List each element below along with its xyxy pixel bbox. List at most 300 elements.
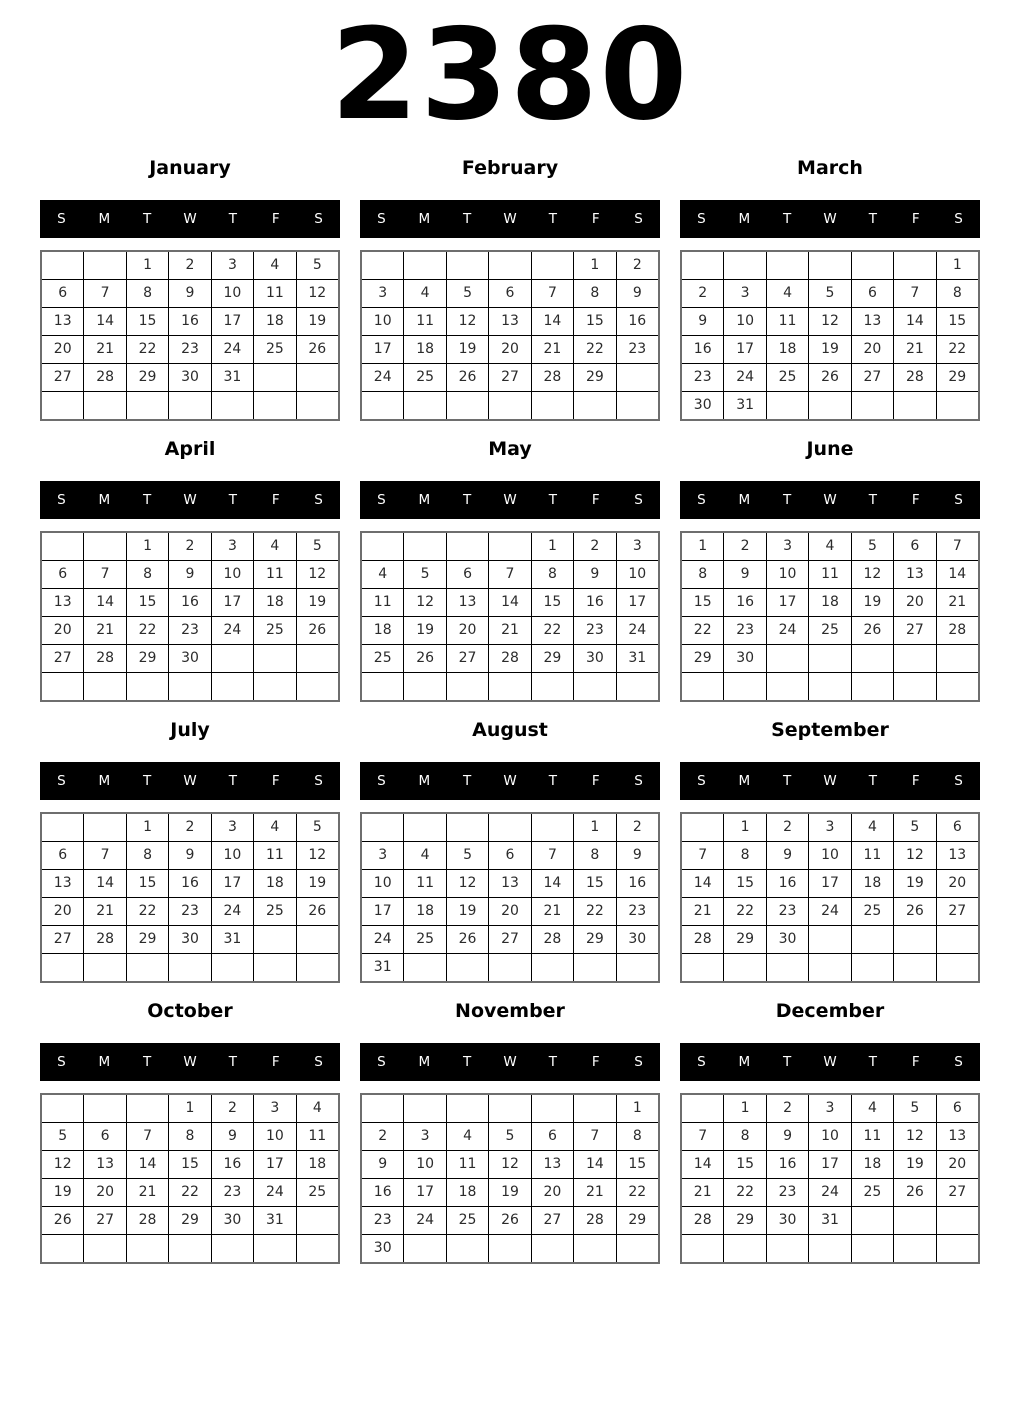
day-cell: 28: [84, 645, 125, 672]
day-cell-empty: [809, 926, 850, 953]
day-cell: 9: [724, 561, 765, 588]
day-cell: 11: [404, 870, 445, 897]
day-cell: 9: [574, 561, 615, 588]
weekday-label: S: [634, 491, 643, 508]
day-cell: 14: [532, 870, 573, 897]
weekday-label: S: [634, 772, 643, 789]
day-cell-empty: [297, 645, 338, 672]
day-cell: 22: [724, 1179, 765, 1206]
day-cell: 14: [937, 561, 978, 588]
day-cell: 6: [852, 280, 893, 307]
day-cell-empty: [362, 814, 403, 841]
day-cell: 17: [724, 336, 765, 363]
day-cell-empty: [362, 1095, 403, 1122]
year-title: 2380: [330, 1, 690, 148]
weekday-label: T: [868, 210, 877, 227]
day-cell-empty: [127, 954, 168, 981]
day-cell-empty: [127, 392, 168, 419]
day-cell: 19: [447, 898, 488, 925]
weekday-label: T: [143, 1053, 152, 1070]
day-cell: 5: [297, 533, 338, 560]
day-cell-empty: [682, 1235, 723, 1262]
day-cell: 4: [809, 533, 850, 560]
day-cell: 1: [937, 252, 978, 279]
day-cell-empty: [254, 673, 295, 700]
weekday-label: W: [503, 772, 517, 789]
day-cell-empty: [682, 673, 723, 700]
day-cell: 15: [127, 589, 168, 616]
day-cell-empty: [574, 954, 615, 981]
day-cell: 22: [617, 1179, 658, 1206]
day-cell: 6: [894, 533, 935, 560]
day-cell-empty: [574, 392, 615, 419]
day-cell: 29: [617, 1207, 658, 1234]
day-cell: 19: [297, 589, 338, 616]
day-cell: 25: [809, 617, 850, 644]
day-cell-empty: [937, 926, 978, 953]
day-cell: 26: [404, 645, 445, 672]
day-cell: 27: [447, 645, 488, 672]
day-cell-empty: [532, 954, 573, 981]
day-cell: 25: [767, 364, 808, 391]
day-cell: 8: [724, 1123, 765, 1150]
day-cell: 26: [297, 898, 338, 925]
day-cell: 13: [447, 589, 488, 616]
day-cell: 4: [404, 280, 445, 307]
day-cell-empty: [169, 1235, 210, 1262]
weekday-label: T: [783, 772, 792, 789]
day-cell-empty: [894, 392, 935, 419]
day-cell: 8: [574, 280, 615, 307]
weekday-label: W: [823, 491, 837, 508]
day-cell-empty: [617, 1235, 658, 1262]
month-name: February: [461, 156, 559, 179]
day-cell: 25: [447, 1207, 488, 1234]
day-cell-empty: [617, 954, 658, 981]
day-cell-empty: [894, 673, 935, 700]
month-may: [360, 438, 660, 702]
day-cell: 24: [362, 364, 403, 391]
day-cell: 28: [127, 1207, 168, 1234]
weekday-label: T: [548, 210, 557, 227]
day-cell-empty: [489, 673, 530, 700]
month-name: January: [149, 156, 231, 179]
day-cell: 18: [852, 1151, 893, 1178]
day-cell: 16: [574, 589, 615, 616]
day-cell-empty: [297, 1235, 338, 1262]
day-cell: 22: [574, 336, 615, 363]
day-cell-empty: [42, 673, 83, 700]
day-cell: 23: [169, 336, 210, 363]
month-name: May: [488, 437, 532, 460]
day-cell-empty: [809, 645, 850, 672]
day-cell: 20: [489, 336, 530, 363]
day-cell: 29: [127, 645, 168, 672]
day-cell: 13: [937, 1123, 978, 1150]
day-grid: [360, 250, 660, 421]
weekday-header-row: [40, 200, 340, 238]
day-cell: 20: [42, 336, 83, 363]
day-grid: [680, 812, 980, 983]
day-cell-empty: [254, 926, 295, 953]
day-cell: 24: [617, 617, 658, 644]
day-cell: 12: [489, 1151, 530, 1178]
day-cell: 16: [169, 308, 210, 335]
day-cell: 2: [617, 252, 658, 279]
day-cell: 16: [212, 1151, 253, 1178]
day-cell: 31: [617, 645, 658, 672]
day-cell: 27: [42, 364, 83, 391]
day-cell: 3: [362, 280, 403, 307]
day-cell: 1: [127, 252, 168, 279]
day-cell: 10: [809, 1123, 850, 1150]
day-cell: 17: [767, 589, 808, 616]
day-cell: 12: [447, 870, 488, 897]
day-cell: 13: [489, 308, 530, 335]
day-cell: 6: [489, 842, 530, 869]
day-cell: 29: [169, 1207, 210, 1234]
day-cell: 15: [574, 870, 615, 897]
weekday-label: S: [634, 1053, 643, 1070]
day-cell: 1: [724, 1095, 765, 1122]
day-cell: 12: [809, 308, 850, 335]
day-cell-empty: [84, 392, 125, 419]
day-cell: 17: [212, 308, 253, 335]
weekday-label: M: [738, 1053, 751, 1070]
day-cell: 3: [362, 842, 403, 869]
day-cell-empty: [894, 954, 935, 981]
day-cell-empty: [574, 673, 615, 700]
day-cell: 6: [42, 842, 83, 869]
day-cell: 2: [574, 533, 615, 560]
month-april: [40, 438, 340, 702]
day-cell: 6: [84, 1123, 125, 1150]
day-cell-empty: [297, 673, 338, 700]
day-cell: 30: [724, 645, 765, 672]
day-cell-empty: [254, 392, 295, 419]
day-cell: 11: [447, 1151, 488, 1178]
weekday-label: S: [314, 772, 323, 789]
weekday-label: F: [591, 491, 600, 508]
weekday-label: T: [228, 491, 237, 508]
day-cell: 19: [297, 308, 338, 335]
day-cell: 2: [682, 280, 723, 307]
day-cell: 20: [852, 336, 893, 363]
day-cell: 26: [297, 617, 338, 644]
weekday-label: S: [57, 1053, 66, 1070]
day-cell: 30: [574, 645, 615, 672]
weekday-label: S: [697, 491, 706, 508]
day-cell: 3: [617, 533, 658, 560]
day-cell: 13: [894, 561, 935, 588]
day-cell: 4: [852, 1095, 893, 1122]
day-cell-empty: [84, 1235, 125, 1262]
day-grid: [40, 250, 340, 421]
day-cell: 15: [682, 589, 723, 616]
day-grid: [360, 812, 660, 983]
day-cell-empty: [42, 533, 83, 560]
day-cell: 14: [574, 1151, 615, 1178]
weekday-label: M: [98, 772, 111, 789]
day-cell: 17: [404, 1179, 445, 1206]
day-cell: 13: [852, 308, 893, 335]
day-cell: 17: [809, 870, 850, 897]
day-cell: 15: [574, 308, 615, 335]
day-cell-empty: [489, 814, 530, 841]
day-cell: 15: [127, 308, 168, 335]
day-cell: 6: [447, 561, 488, 588]
day-cell: 25: [254, 336, 295, 363]
day-cell: 3: [767, 533, 808, 560]
weekday-header-row: [360, 200, 660, 238]
day-cell-empty: [724, 673, 765, 700]
day-cell: 16: [169, 870, 210, 897]
day-cell: 17: [212, 589, 253, 616]
weekday-label: T: [783, 491, 792, 508]
day-cell: 28: [682, 926, 723, 953]
weekday-label: F: [591, 210, 600, 227]
day-cell-empty: [169, 392, 210, 419]
day-cell: 16: [617, 308, 658, 335]
day-cell: 9: [767, 1123, 808, 1150]
day-cell-empty: [404, 1095, 445, 1122]
day-cell: 18: [809, 589, 850, 616]
day-cell: 15: [532, 589, 573, 616]
day-cell-empty: [362, 533, 403, 560]
day-cell: 29: [682, 645, 723, 672]
day-cell: 28: [489, 645, 530, 672]
day-cell: 3: [254, 1095, 295, 1122]
day-cell-empty: [682, 954, 723, 981]
day-cell-empty: [254, 645, 295, 672]
day-cell: 5: [297, 814, 338, 841]
day-cell: 31: [212, 364, 253, 391]
weekday-header-row: [680, 762, 980, 800]
day-cell-empty: [169, 673, 210, 700]
day-cell: 11: [767, 308, 808, 335]
day-cell-empty: [212, 954, 253, 981]
day-cell: 23: [767, 1179, 808, 1206]
day-cell: 25: [852, 898, 893, 925]
day-cell-empty: [617, 392, 658, 419]
day-cell: 14: [682, 1151, 723, 1178]
day-cell-empty: [809, 252, 850, 279]
day-cell-empty: [937, 392, 978, 419]
day-cell: 29: [574, 926, 615, 953]
day-cell: 2: [362, 1123, 403, 1150]
day-cell: 20: [894, 589, 935, 616]
day-cell-empty: [84, 673, 125, 700]
day-cell: 17: [362, 898, 403, 925]
weekday-label: W: [183, 772, 197, 789]
day-cell: 3: [212, 533, 253, 560]
weekday-label: M: [738, 210, 751, 227]
day-cell: 23: [724, 617, 765, 644]
day-cell: 31: [362, 954, 403, 981]
day-cell-empty: [212, 1235, 253, 1262]
day-cell-empty: [532, 1235, 573, 1262]
weekday-label: F: [591, 1053, 600, 1070]
weekday-label: S: [57, 772, 66, 789]
day-cell: 21: [574, 1179, 615, 1206]
day-cell: 8: [617, 1123, 658, 1150]
day-cell: 18: [254, 308, 295, 335]
day-cell-empty: [362, 673, 403, 700]
day-cell: 2: [212, 1095, 253, 1122]
day-cell: 4: [852, 814, 893, 841]
month-name: August: [472, 718, 548, 741]
weekday-label: T: [548, 1053, 557, 1070]
weekday-label: T: [868, 772, 877, 789]
day-cell: 10: [809, 842, 850, 869]
day-cell: 3: [212, 814, 253, 841]
day-cell: 28: [532, 364, 573, 391]
day-cell-empty: [532, 1095, 573, 1122]
day-cell: 7: [682, 1123, 723, 1150]
day-cell-empty: [42, 814, 83, 841]
day-cell: 19: [809, 336, 850, 363]
day-cell: 1: [574, 814, 615, 841]
day-cell: 5: [852, 533, 893, 560]
day-cell: 5: [42, 1123, 83, 1150]
day-cell-empty: [937, 645, 978, 672]
day-cell-empty: [362, 392, 403, 419]
day-cell: 12: [297, 561, 338, 588]
weekday-label: W: [503, 491, 517, 508]
weekday-header-row: [360, 762, 660, 800]
day-cell: 10: [362, 308, 403, 335]
weekday-label: W: [823, 1053, 837, 1070]
day-cell: 30: [617, 926, 658, 953]
day-cell: 13: [42, 589, 83, 616]
day-cell: 19: [894, 870, 935, 897]
day-cell: 24: [767, 617, 808, 644]
day-cell: 23: [212, 1179, 253, 1206]
day-cell: 29: [724, 926, 765, 953]
day-cell-empty: [852, 1207, 893, 1234]
day-cell: 8: [127, 280, 168, 307]
day-cell: 4: [254, 252, 295, 279]
day-cell: 26: [894, 898, 935, 925]
day-cell: 23: [169, 898, 210, 925]
month-name: July: [170, 718, 210, 741]
day-cell: 14: [532, 308, 573, 335]
day-cell: 11: [362, 589, 403, 616]
month-february: [360, 157, 660, 421]
day-cell-empty: [489, 252, 530, 279]
weekday-label: F: [591, 772, 600, 789]
day-cell: 7: [127, 1123, 168, 1150]
day-cell-empty: [127, 673, 168, 700]
weekday-label: M: [418, 772, 431, 789]
day-cell: 12: [297, 842, 338, 869]
day-cell-empty: [84, 533, 125, 560]
day-cell: 30: [767, 926, 808, 953]
day-cell: 27: [489, 364, 530, 391]
weekday-label: T: [228, 210, 237, 227]
day-cell: 6: [532, 1123, 573, 1150]
day-cell-empty: [297, 1207, 338, 1234]
weekday-label: T: [548, 772, 557, 789]
month-march: [680, 157, 980, 421]
day-cell: 7: [489, 561, 530, 588]
weekday-label: S: [697, 1053, 706, 1070]
day-cell: 14: [682, 870, 723, 897]
day-cell: 5: [809, 280, 850, 307]
day-cell-empty: [809, 673, 850, 700]
day-cell: 11: [254, 280, 295, 307]
day-cell: 12: [894, 842, 935, 869]
day-cell: 26: [297, 336, 338, 363]
day-cell: 5: [297, 252, 338, 279]
weekday-label: S: [377, 772, 386, 789]
day-cell: 10: [212, 561, 253, 588]
day-cell: 17: [617, 589, 658, 616]
day-cell-empty: [852, 392, 893, 419]
day-cell: 4: [362, 561, 403, 588]
day-cell: 18: [297, 1151, 338, 1178]
day-cell-empty: [362, 252, 403, 279]
day-cell: 14: [127, 1151, 168, 1178]
weekday-label: T: [228, 1053, 237, 1070]
day-cell: 20: [42, 617, 83, 644]
day-cell: 16: [617, 870, 658, 897]
day-cell: 26: [447, 364, 488, 391]
day-cell: 11: [297, 1123, 338, 1150]
day-cell: 11: [852, 1123, 893, 1150]
day-cell-empty: [254, 954, 295, 981]
day-cell: 7: [84, 280, 125, 307]
weekday-label: S: [57, 491, 66, 508]
month-july: [40, 719, 340, 983]
day-cell: 24: [724, 364, 765, 391]
day-cell-empty: [724, 1235, 765, 1262]
day-cell: 2: [169, 533, 210, 560]
day-cell: 8: [169, 1123, 210, 1150]
weekday-label: W: [823, 210, 837, 227]
day-cell: 15: [724, 870, 765, 897]
day-cell: 7: [574, 1123, 615, 1150]
day-cell: 5: [447, 842, 488, 869]
weekday-header-row: [40, 481, 340, 519]
day-cell: 20: [42, 898, 83, 925]
day-cell: 5: [489, 1123, 530, 1150]
day-cell: 27: [937, 1179, 978, 1206]
day-cell-empty: [724, 252, 765, 279]
day-cell: 12: [404, 589, 445, 616]
day-cell: 21: [489, 617, 530, 644]
day-cell-empty: [212, 673, 253, 700]
day-cell: 23: [617, 898, 658, 925]
day-cell: 12: [852, 561, 893, 588]
day-cell: 28: [84, 364, 125, 391]
day-cell: 29: [127, 364, 168, 391]
day-cell: 8: [682, 561, 723, 588]
day-cell-empty: [809, 392, 850, 419]
day-cell-empty: [682, 814, 723, 841]
day-cell: 22: [169, 1179, 210, 1206]
day-cell: 10: [362, 870, 403, 897]
day-cell-empty: [767, 645, 808, 672]
day-cell-empty: [212, 392, 253, 419]
day-cell: 16: [767, 1151, 808, 1178]
weekday-label: M: [98, 491, 111, 508]
day-cell: 27: [532, 1207, 573, 1234]
day-cell: 24: [212, 336, 253, 363]
day-cell: 26: [489, 1207, 530, 1234]
weekday-label: S: [57, 210, 66, 227]
day-cell: 4: [447, 1123, 488, 1150]
